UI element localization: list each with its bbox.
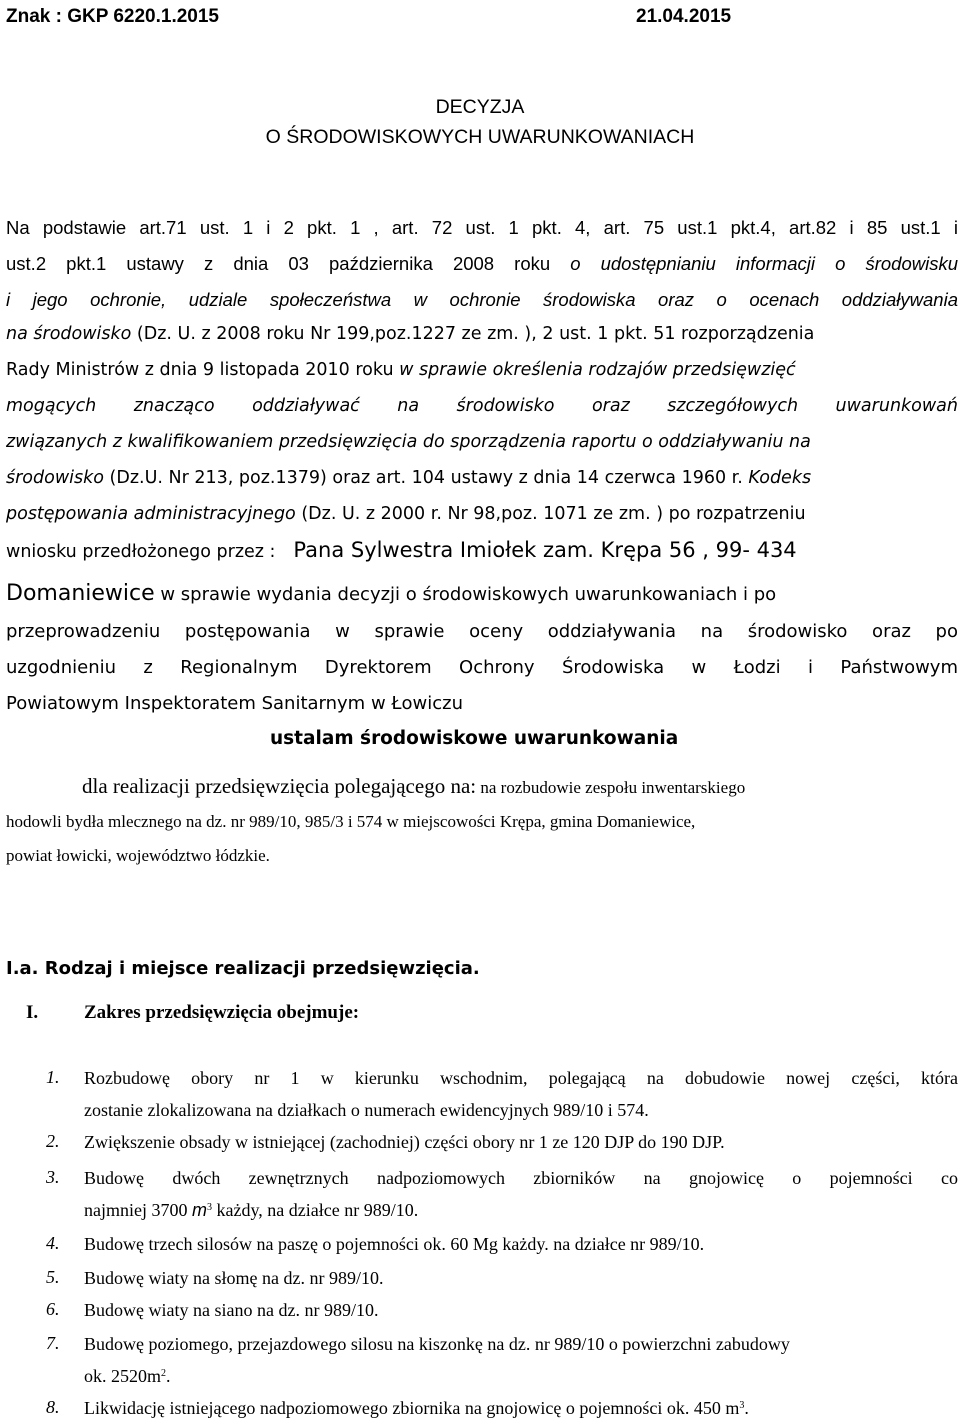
list-item-text-cont: najmniej 3700 $m^3$ każdy, na działce nr 989/10. xyxy=(84,1200,419,1220)
body-line-4: na środowisko (Dz. U. z 2008 roku Nr 199,poz.1227 ze zm. ), 2 ust. 1 pkt. 51 rozporządzenia xyxy=(6,324,815,344)
section-i-number: I. xyxy=(26,1002,39,1023)
section-ia-heading: I.a. Rodzaj i miejsce realizacji przedsięwzięcia. xyxy=(6,958,480,979)
body-line-3: i jego ochronie, udziale społeczeństwa w ochronie środowiska oraz o ocenach oddziaływania xyxy=(6,289,958,310)
list-item-number: 8. xyxy=(46,1397,60,1417)
document-date: 21.04.2015 xyxy=(636,6,732,27)
list-item-number: 1. xyxy=(46,1067,60,1087)
list-item-text: Budowę dwóch zewnętrznych nadpoziomowych zbiorników na gnojowicę o pojemności co xyxy=(84,1168,958,1188)
body-line-1: Na podstawie art.71 ust. 1 i 2 pkt. 1 , art. 72 ust. 1 pkt. 4, art. 75 ust.1 pkt.4, art.82 i 85 ust.1 i xyxy=(6,217,958,238)
list-item-number: 6. xyxy=(46,1299,60,1319)
case-sign: Znak : GKP 6220.1.2015 xyxy=(6,6,219,27)
list-item-text: Likwidację istniejącego nadpoziomowego zbiornika na gnojowicę o pojemności ok. 450 $m^3$. xyxy=(84,1398,749,1418)
body-line-12: przeprowadzeniu postępowania w sprawie oceny oddziaływania na środowisko oraz po xyxy=(6,621,958,642)
decision-heading: ustalam środowiskowe uwarunkowania xyxy=(270,728,679,749)
section-i-heading: Zakres przedsięwzięcia obejmuje: xyxy=(84,1002,360,1023)
list-item-text: Budowę poziomego, przejazdowego silosu na kiszonkę na dz. nr 989/10 o powierzchni zabudowy xyxy=(84,1334,790,1354)
list-item-text: Budowę wiaty na siano na dz. nr 989/10. xyxy=(84,1300,379,1320)
body-line-13: uzgodnieniu z Regionalnym Dyrektorem Ochrony Środowiska w Łodzi i Państwowym xyxy=(6,657,958,678)
body-line-6: mogących znacząco oddziaływać na środowisko oraz szczegółowych uwarunkowań xyxy=(6,396,958,416)
body-line-5: Rady Ministrów z dnia 9 listopada 2010 roku w sprawie określenia rodzajów przedsięwzięć xyxy=(6,360,796,380)
list-item-number: 7. xyxy=(46,1333,60,1353)
list-item-text: Rozbudowę obory nr 1 w kierunku wschodnim, polegającą na dobudowie nowej części, która xyxy=(84,1068,958,1088)
body-line-2: ust.2 pkt.1 ustawy z dnia 03 października 2008 roku o udostępnianiu informacji o środowisku xyxy=(6,253,958,274)
realization-line-3: powiat łowicki, województwo łódzkie. xyxy=(6,846,270,865)
list-item-number: 2. xyxy=(46,1131,60,1151)
realization-line-1: dla realizacji przedsięwzięcia polegającego na: na rozbudowie zespołu inwentarskiego xyxy=(82,774,746,798)
body-line-11: Domaniewice w sprawie wydania decyzji o środowiskowych uwarunkowaniach i po xyxy=(6,581,777,606)
list-item-number: 5. xyxy=(46,1267,60,1287)
list-item-number: 3. xyxy=(46,1167,60,1187)
body-line-10: wniosku przedłożonego przez : Pana Sylwestra Imiołek zam. Krępa 56 , 99- 434 xyxy=(6,538,797,562)
body-line-8: środowisko (Dz.U. Nr 213, poz.1379) oraz art. 104 ustawy z dnia 14 czerwca 1960 r. Kodeks xyxy=(6,468,812,488)
body-line-9: postępowania administracyjnego (Dz. U. z 2000 r. Nr 98,poz. 1071 ze zm. ) po rozpatrzeniu xyxy=(6,504,806,524)
realization-line-2: hodowli bydła mlecznego na dz. nr 989/10, 985/3 i 574 w miejscowości Krępa, gmina Domaniewice, xyxy=(6,812,696,831)
list-item-number: 4. xyxy=(46,1233,60,1253)
document-title: DECYZJA xyxy=(435,96,525,118)
document-subtitle: O ŚRODOWISKOWYCH UWARUNKOWANIACH xyxy=(265,126,695,148)
body-line-14: Powiatowym Inspektoratem Sanitarnym w Łowiczu xyxy=(6,693,463,714)
list-item-text: Budowę trzech silosów na paszę o pojemności ok. 60 Mg każdy. na działce nr 989/10. xyxy=(84,1234,705,1254)
body-line-7: związanych z kwalifikowaniem przedsięwzięcia do sporządzenia raportu o oddziaływaniu na xyxy=(6,432,811,452)
list-item-text: Zwiększenie obsady w istniejącej (zachodniej) części obory nr 1 ze 120 DJP do 190 DJP. xyxy=(84,1132,725,1152)
list-item-text: Budowę wiaty na słomę na dz. nr 989/10. xyxy=(84,1268,384,1288)
list-item-text-cont: ok. $2520m^2$. xyxy=(84,1366,171,1386)
list-item-text-cont: zostanie zlokalizowana na działkach o numerach ewidencyjnych 989/10 i 574. xyxy=(84,1100,649,1120)
